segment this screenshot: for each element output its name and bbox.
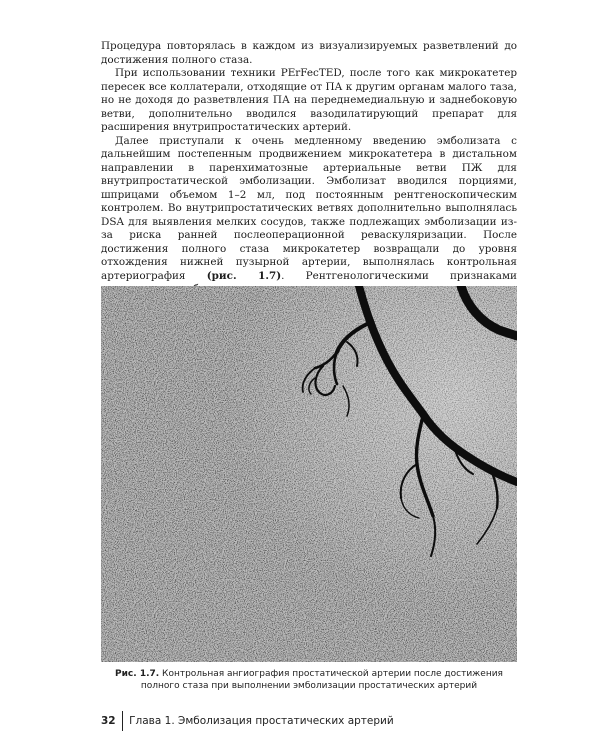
caption-text: Контрольная ангиография простатической артерии после достижения полного стаза при выполнении эмболизации простатических артерий xyxy=(140,669,503,691)
caption-label: Рис. 1.7. xyxy=(115,669,160,679)
footer-divider xyxy=(122,711,124,731)
body-text xyxy=(101,40,517,297)
paragraph-2: При использовании техники PErFecTED, после того как микрокатетер пересек все коллатерали, отходящие от ПА к другим органам малого таза, но не доходя до разветвления ПА на переднемедиальную и заднебоковую ветви, дополнительно вводился вазодилатирующий препарат для расширения внутрипростатических артерий. xyxy=(101,67,517,133)
page-footer xyxy=(101,711,394,731)
paragraph-3 xyxy=(101,135,517,297)
paragraph-1: Процедура повторялась в каждом из визуализируемых разветвлений до достижения полного стаза. xyxy=(101,40,517,66)
figure-reference: (рис. 1.7) xyxy=(206,269,282,282)
page-number: 32 xyxy=(101,715,116,727)
paragraph-3-text-end: . Рентгенологическими признаками xyxy=(281,269,517,282)
chapter-title: Глава 1. Эмболизация простатических артерий xyxy=(129,715,394,727)
paragraph-3-text: Далее приступали к очень медленному введению эмболизата с дальнейшим постепенным продвижением микрокатетера в дистальном направлении в паренхиматозные артериальные ветви ПЖ для внутрипростатической эмболизации. Эмболизат вводился порциями, шприцами объемом 1–2 мл, под постоянным рентгеноскопическим контролем. Во внутрипростатических ветвях дополнительно выполнялась DSA для выявления мелких сосудов, также подлежащих эмболизации из-за риска ранней послеоперационной реваскуляризации. После достижения полного стаза микрокатетер возвращали до уровня отхождения нижней пузырной артерии, выполнялась контрольная артериография xyxy=(101,134,517,282)
angiography-image xyxy=(101,286,517,662)
figure-caption xyxy=(101,668,517,692)
